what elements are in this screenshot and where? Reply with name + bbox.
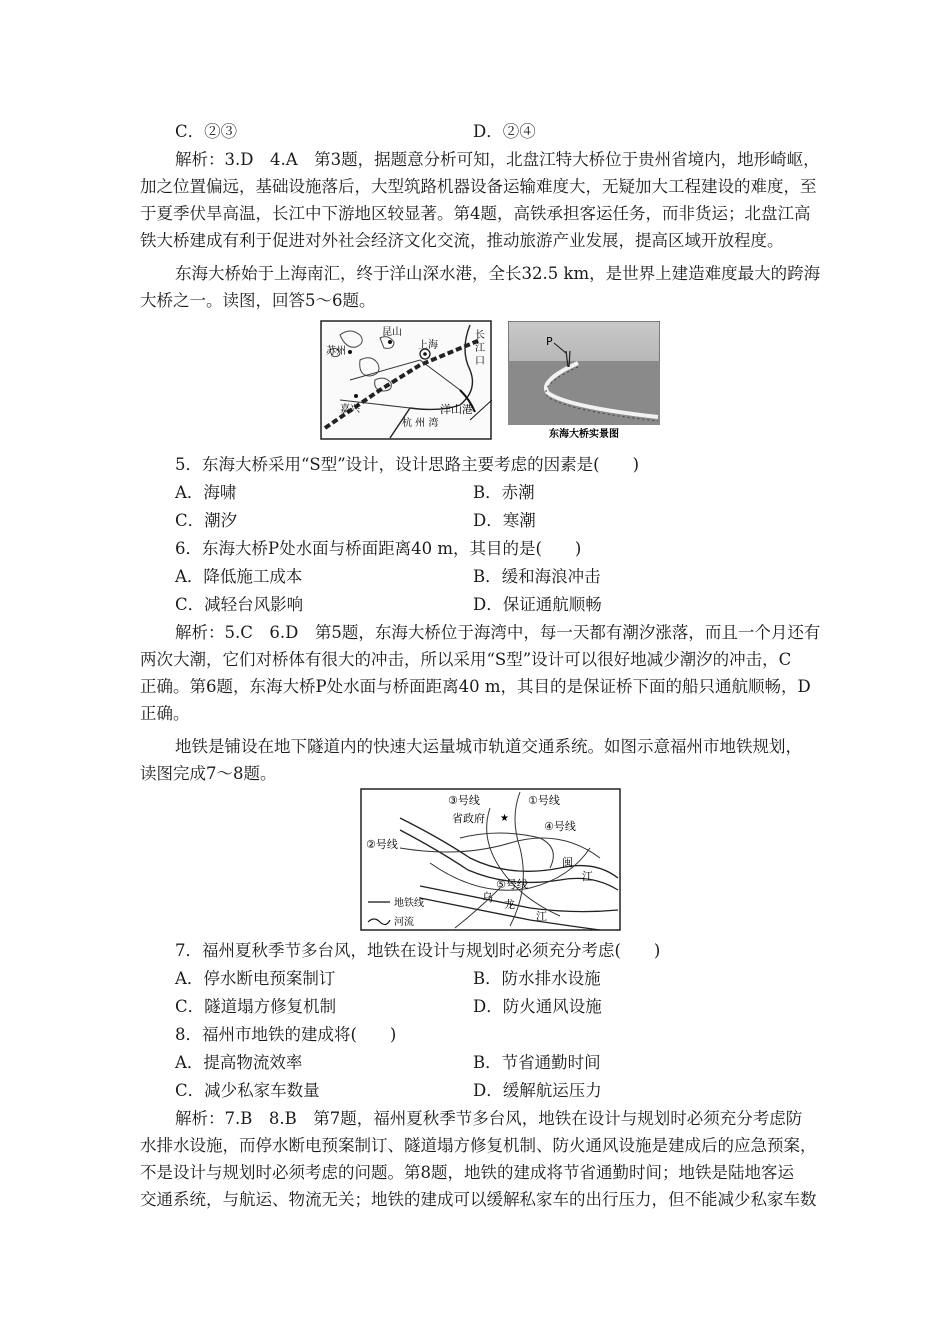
- label-long: 龙: [504, 898, 515, 911]
- analysis-5-6-line: 两次大潮，它们对桥体有很大的冲击，所以采用“S型”设计可以很好地减少潮汐的冲击，C: [140, 650, 792, 669]
- q7-option-b: B．防水排水设施: [473, 969, 601, 988]
- q8-option-c: C．减少私家车数量: [175, 1081, 320, 1100]
- analysis-7-8-line: 不是设计与规划时必须考虑的问题。第8题，地铁的建成将节省通勤时间；地铁是陆地客运: [140, 1163, 794, 1182]
- q6-option-d: D．保证通航顺畅: [473, 595, 602, 614]
- q7-option-d: D．防火通风设施: [473, 997, 602, 1016]
- label-suzhou: 苏州: [326, 346, 346, 357]
- label-wu: 乌: [482, 891, 493, 904]
- label-min-2: 江: [582, 870, 593, 883]
- q7-stem: 7．福州夏秋季节多台风，地铁在设计与规划时必须充分考虑( ): [175, 941, 661, 960]
- q7-option-c: C．隧道塌方修复机制: [175, 997, 337, 1016]
- label-line3: ③号线: [448, 794, 480, 807]
- analysis-3-4-line: 解析：3.D 4.A 第3题，据题意分析可知，北盘江特大桥位于贵州省境内，地形崎岖，: [175, 150, 820, 169]
- label-changjiangkou-1: 长: [475, 330, 485, 341]
- label-changjiangkou-2: 江: [475, 343, 485, 354]
- donghai-bridge-photo: [508, 321, 660, 441]
- label-hangzhouwan: 杭 州 湾: [402, 418, 439, 429]
- q5-stem: 5．东海大桥采用“S型”设计，设计思路主要考虑的因素是( ): [175, 455, 640, 474]
- q8-option-d: D．缓解航运压力: [473, 1081, 602, 1100]
- analysis-5-6-line: 正确。: [140, 704, 190, 723]
- analysis-7-8-line: 水排水设施，而停水断电预案制订、隧道塌方修复机制、防火通风设施是建成后的应急预案，: [140, 1136, 817, 1155]
- q5-option-c: C．潮汐: [175, 511, 238, 530]
- analysis-5-6-line: 正确。第6题，东海大桥P处水面与桥面距离40 m，其目的是保证桥下面的船只通航顺畅，D: [140, 677, 811, 696]
- label-line2: ②号线: [366, 838, 398, 851]
- label-shanghai: 上海: [418, 340, 438, 351]
- svg-text:★: ★: [500, 813, 509, 824]
- analysis-3-4-line: 加之位置偏远，基础设施落后，大型筑路机器设备运输难度大，无疑加大工程建设的难度，至: [140, 177, 817, 196]
- label-kunshan: 昆山: [382, 327, 402, 338]
- q8-stem: 8．福州市地铁的建成将( ): [175, 1025, 397, 1044]
- label-line5: ⑤号线: [496, 878, 528, 891]
- analysis-7-8-line: 交通系统，与航运、物流无关；地铁的建成可以缓解私家车的出行压力，但不能减少私家车数: [140, 1190, 817, 1209]
- intro-5-6-line: 大桥之一。读图，回答5～6题。: [140, 291, 376, 310]
- analysis-3-4-line: 于夏季伏旱高温，长江中下游地区较显著。第4题，高铁承担客运任务，而非货运；北盘江高: [140, 204, 811, 223]
- q8-option-a: A．提高物流效率: [175, 1053, 303, 1072]
- intro-5-6-line: 东海大桥始于上海南汇，终于洋山深水港，全长32.5 km，是世界上建造难度最大的跨海: [175, 264, 821, 283]
- photo-caption: 东海大桥实景图: [549, 429, 619, 440]
- analysis-3-4-line: 铁大桥建成有利于促进对外社会经济文化交流，推动旅游产业发展，提高区域开放程度。: [140, 231, 784, 250]
- q6-stem: 6．东海大桥P处水面与桥面距离40 m，其目的是( ): [175, 539, 582, 558]
- intro-7-8-line: 读图完成7～8题。: [140, 764, 277, 783]
- q3-option-c: C．②③: [175, 122, 238, 141]
- q7-option-a: A．停水断电预案制订: [175, 969, 336, 988]
- label-min-1: 闽: [562, 856, 573, 869]
- photo-p-label: P: [546, 335, 553, 348]
- label-changjiangkou-3: 口: [475, 356, 485, 367]
- donghai-location-map: [320, 320, 492, 440]
- legend-metro: 地铁线: [394, 898, 424, 909]
- label-line4: ④号线: [544, 820, 576, 833]
- q8-option-b: B．节省通勤时间: [473, 1053, 601, 1072]
- label-yangshan: 洋山港: [440, 403, 473, 416]
- label-jiaxing: 嘉兴: [340, 404, 360, 415]
- q3-option-d: D．②④: [473, 122, 536, 141]
- q5-option-d: D．寒潮: [473, 511, 536, 530]
- analysis-7-8-line: 解析：7.B 8.B 第7题，福州夏秋季节多台风，地铁在设计与规划时必须充分考虑防: [175, 1109, 803, 1128]
- q6-option-a: A．降低施工成本: [175, 567, 303, 586]
- q6-option-c: C．减轻台风影响: [175, 595, 304, 614]
- q5-option-a: A．海啸: [175, 483, 237, 502]
- label-jiang: 江: [536, 910, 547, 923]
- intro-7-8-line: 地铁是铺设在地下隧道内的快速大运量城市轨道交通系统。如图示意福州市地铁规划，: [175, 737, 802, 756]
- label-line1: ①号线: [528, 794, 560, 807]
- fuzhou-metro-map: [360, 788, 621, 931]
- q5-option-b: B．赤潮: [473, 483, 535, 502]
- label-gov: 省政府: [452, 812, 485, 825]
- q6-option-b: B．缓和海浪冲击: [473, 567, 601, 586]
- analysis-5-6-line: 解析：5.C 6.D 第5题，东海大桥位于海湾中，每一天都有潮汐涨落，而且一个月还有: [175, 623, 821, 642]
- legend-river: 河流: [394, 917, 414, 928]
